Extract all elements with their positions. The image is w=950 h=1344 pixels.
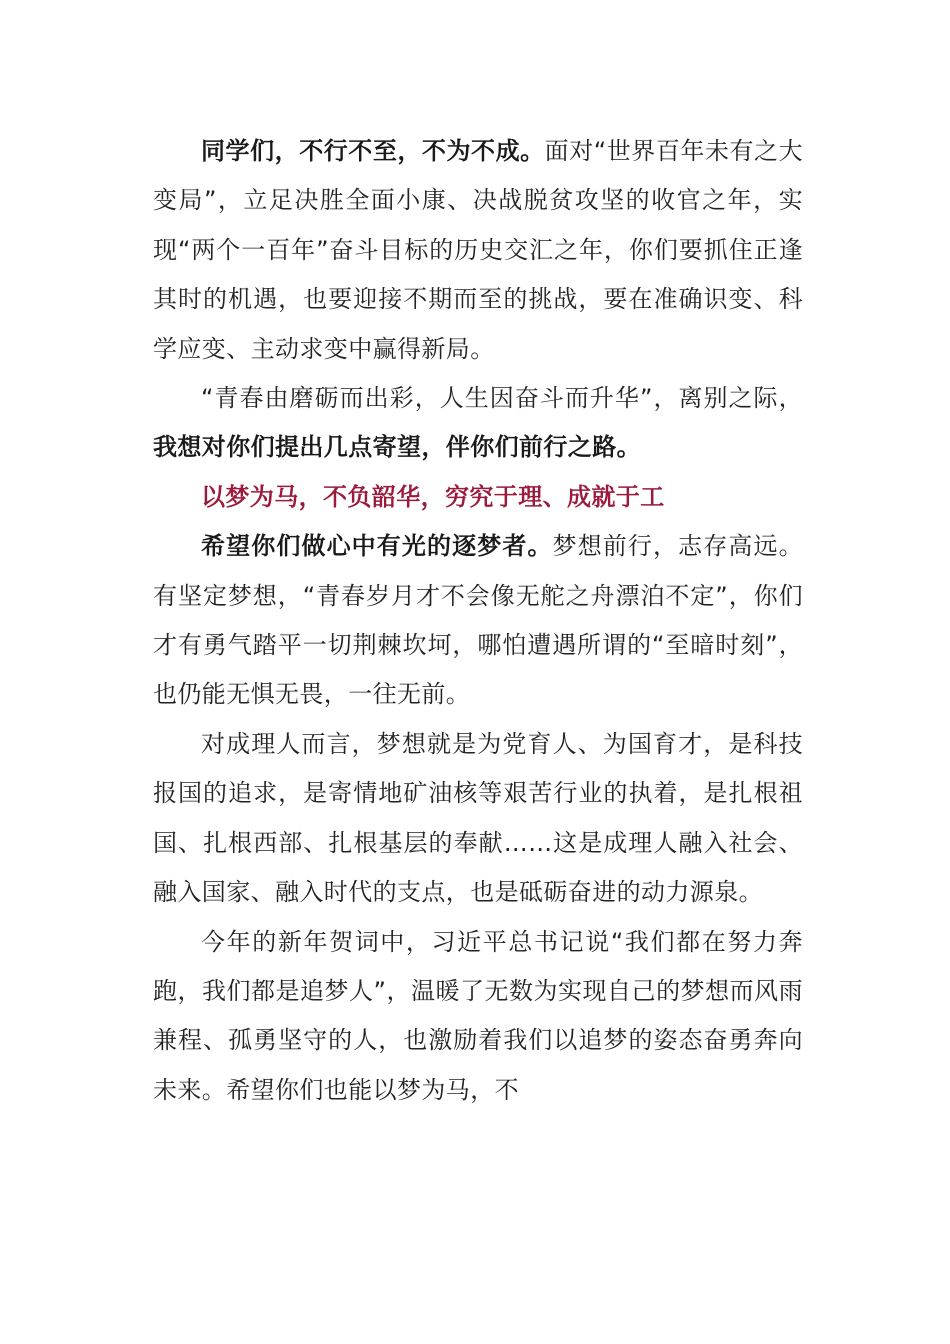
paragraph-dreamer-text: 梦想前行，志存高远。有坚定梦想，“青春岁月才不会像无舵之舟漂泊不定”，你们才有勇气踏平一切荆棘坎坷，哪怕遭遇所谓的“至暗时刻”，也仍能无惧无畏，一往无前。: [153, 532, 803, 709]
paragraph-new-year: [153, 918, 803, 1116]
paragraph-dreamer-lead: 希望你们做心中有光的逐梦者。: [201, 532, 553, 561]
section-heading: 以梦为马，不负韶华，穷究于理、成就于工: [201, 482, 665, 511]
paragraph-students: [153, 127, 803, 374]
paragraph-new-year-text: 今年的新年贺词中，习近平总书记说“我们都在努力奔跑，我们都是追梦人”，温暖了无数为实现自己的梦想而风雨兼程、孤勇坚守的人，也激励着我们以追梦的姿态奋勇奔向未来。希望你们也能以梦为马，不: [153, 927, 803, 1104]
paragraph-cdut-dream: [153, 720, 803, 918]
paragraph-youth: [153, 374, 803, 473]
paragraph-dreamer: [153, 522, 803, 720]
paragraph-youth-emphasis: 我想对你们提出几点寄望，伴你们前行之路。: [153, 433, 641, 462]
paragraph-youth-text: “青春由磨砺而出彩，人生因奋斗而升华”，离别之际，: [201, 384, 803, 413]
paragraph-students-lead: 同学们，不行不至，不为不成。: [201, 137, 545, 165]
paragraph-cdut-dream-text: 对成理人而言，梦想就是为党育人、为国育才，是科技报国的追求，是寄情地矿油核等艰苦行业的执着，是扎根祖国、扎根西部、扎根基层的奉献……这是成理人融入社会、融入国家、融入时代的支点，也是砥砺奋进的动力源泉。: [153, 729, 803, 907]
paragraph-students-text: 面对“世界百年未有之大变局”，立足决胜全面小康、决战脱贫攻坚的收官之年，实现“两个一百年”奋斗目标的历史交汇之年，你们要抓住正逢其时的机遇，也要迎接不期而至的挑战，要在准确识变、科学应变、主动求变中赢得新局。: [153, 137, 803, 363]
document-body: [153, 127, 803, 1115]
